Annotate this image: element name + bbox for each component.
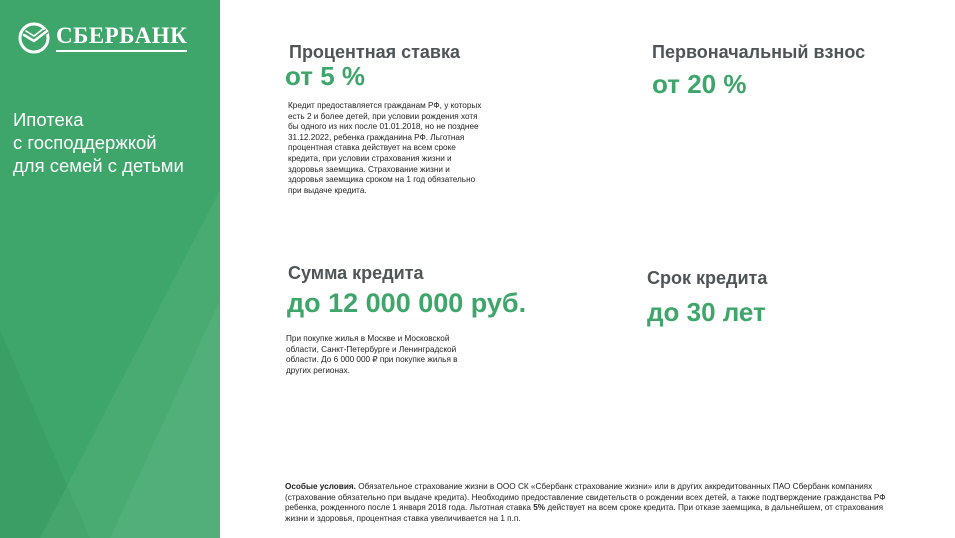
term-value: до 30 лет bbox=[647, 297, 766, 327]
term-label: Срок кредита bbox=[647, 268, 768, 288]
product-title-line: для семей с детьми bbox=[13, 155, 184, 176]
rate-label: Процентная ставка bbox=[289, 42, 460, 62]
special-conditions-rate: 5% bbox=[533, 503, 546, 513]
product-title-line: с господдержкой bbox=[13, 132, 157, 153]
special-conditions-text-end: действует на всем сроке кредита. При отказе заемщика, в дальнейшем, от страхования жизни и здоровья, процентная ставка увеличивается на 1 п.п. bbox=[285, 503, 884, 523]
brand-logo bbox=[18, 22, 187, 54]
special-conditions bbox=[285, 482, 900, 524]
amount-value: до 12 000 000 руб. bbox=[287, 288, 527, 318]
rate-value: от 5 % bbox=[285, 61, 365, 91]
brand-sidebar bbox=[0, 0, 220, 538]
special-conditions-label: Особые условия. bbox=[285, 482, 356, 491]
sidebar-decoration bbox=[0, 0, 220, 538]
rate-note: Кредит предоставляется гражданам РФ, у которых есть 2 и более детей, при условии рождения хотя бы одного из них после 01.01.2018, но не позднее 31.12.2022, ребенка гражданина РФ. Льготная процентная ставка действует на всем сроке кредита, при условии страхования жизни и здоровья заемщика. Страхование жизни и здоровья заемщика сроком на 1 год обязательно при выдаче кредита. bbox=[288, 101, 482, 195]
product-title bbox=[13, 108, 184, 177]
special-conditions-text: Обязательное страхование жизни в ООО СК «Сбербанк страхование жизни» или в других аккредитованных ПАО Сбербанк компаниях (страхование обязательно при выдаче кредита). Необходимо предоставление свидетельств о рождении всех детей, а также подтверждение гражданства РФ ребенка, рожденного после 1 января 2018 года. Льготная ставка bbox=[285, 482, 886, 513]
product-title-line: Ипотека bbox=[13, 109, 84, 130]
sberbank-logo-icon bbox=[18, 22, 50, 54]
brand-name: СБЕРБАНК bbox=[56, 24, 187, 52]
amount-note: При покупке жилья в Москве и Московской области, Санкт-Петербурге и Ленинградской области. До 6 000 000 ₽ при покупке жилья в других регионах. bbox=[286, 334, 458, 375]
down-payment-value: от 20 % bbox=[652, 69, 747, 99]
amount-label: Сумма кредита bbox=[288, 263, 424, 283]
down-payment-label: Первоначальный взнос bbox=[652, 42, 866, 62]
